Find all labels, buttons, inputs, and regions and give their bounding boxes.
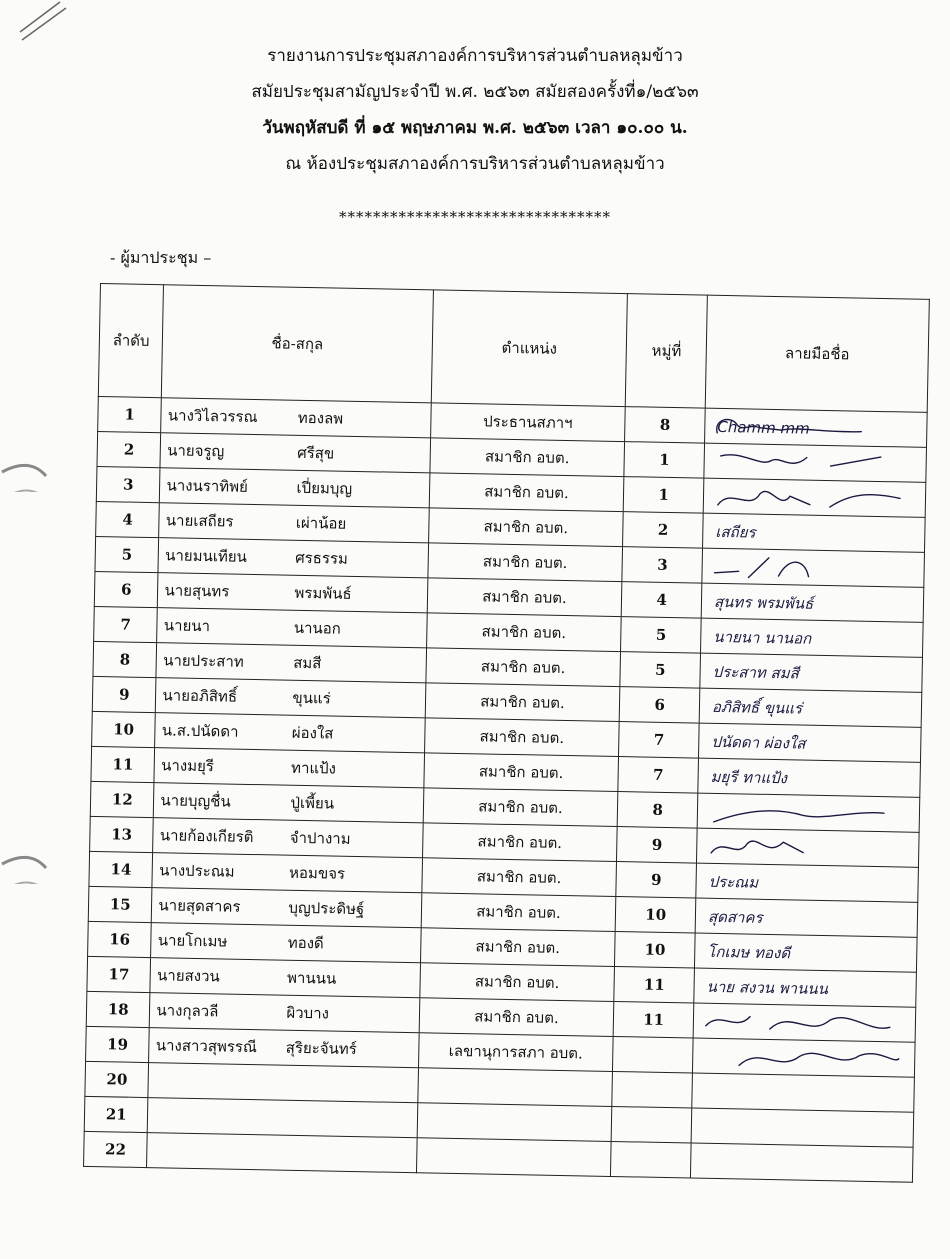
attendee-name [152,853,422,893]
last-name: ทองดี [287,933,324,953]
last-name: ปู่เพี้ยน [290,793,335,813]
last-name: จำปางาม [289,828,351,848]
attendee-name [156,678,426,718]
attendee-name [154,748,424,788]
row-number: 2 [97,431,161,467]
handwritten-signature [698,1111,899,1145]
handwritten-signature [703,831,904,865]
last-name: เผ่าน้อย [295,513,347,533]
handwritten-signature [702,866,903,900]
row-number: 14 [89,851,153,887]
attendee-name [157,608,427,648]
village-cell: 5 [620,652,700,689]
first-name: นายจรูญ [167,441,225,461]
position-cell: สมาชิก อบต. [428,508,623,547]
attendees-label: - ผู้มาประชุม – [110,248,212,267]
first-name: นายมนเทียน [165,546,248,566]
last-name: หอมขจร [288,863,346,883]
last-name: สุริยะจันทร์ [285,1038,357,1059]
row-number: 17 [87,956,151,992]
handwritten-signature [710,481,911,515]
row-number: 4 [96,501,160,537]
position-cell: สมาชิก อบต. [427,578,622,617]
signature-text: อภิสิทธิ์ ขุนแร่ [711,697,803,718]
handwritten-signature [697,1146,898,1180]
row-number: 19 [86,1026,150,1062]
attendee-name [147,1133,417,1173]
first-name: นายบุญชื่น [160,791,231,811]
village-cell: 9 [616,862,696,899]
last-name: ขุนแร่ [292,688,331,708]
attendance-table [83,283,930,1183]
handwritten-signature [704,796,905,830]
attendee-name [158,573,428,613]
position-cell [416,1138,611,1177]
first-name: นายสุดสาคร [158,896,241,916]
signature-cell [692,1038,915,1077]
first-name: นายโกเมษ [157,931,228,951]
attendee-name [149,1028,419,1068]
signature-text: ประสาท สมสี [712,662,799,683]
handwritten-signature [702,901,903,935]
signature-text: นาย สงวน พานนน [706,977,829,999]
handwritten-signature [698,1076,899,1110]
village-cell: 6 [620,687,700,724]
village-cell: 11 [614,967,694,1004]
row-number: 22 [84,1131,148,1167]
position-cell: สมาชิก อบต. [422,823,617,862]
village-cell [611,1106,691,1143]
handwritten-signature [701,936,902,970]
handwritten-signature [708,551,909,585]
handwritten-signature [699,1041,900,1075]
last-name: สมสี [292,653,322,673]
first-name [155,1085,285,1087]
village-cell: 10 [616,897,696,934]
position-cell [417,1103,612,1142]
attendee-name [152,888,422,928]
row-number: 3 [96,466,160,502]
row-number: 15 [88,886,152,922]
handwritten-signature [704,761,905,795]
handwritten-signature [710,446,911,480]
position-cell: สมาชิก อบต. [423,788,618,827]
first-name: นายนา [163,616,211,636]
position-cell: ประธานสภาฯ [430,403,625,442]
document-header [0,38,950,182]
village-cell [613,1036,693,1073]
village-cell: 10 [615,932,695,969]
signature-cell [695,898,918,937]
first-name: นางสาวสุพรรณี [155,1036,258,1057]
signature-text: ประณม [708,872,759,892]
signature-cell [699,723,922,762]
report-title: รายงานการประชุมสภาองค์การบริหารส่วนตำบลหลุมข้าว [267,46,683,66]
handwritten-signature [700,1006,901,1040]
village-cell: 3 [622,547,702,584]
first-name: นางประณม [158,861,235,881]
village-cell: 7 [619,722,699,759]
attendee-name [154,783,424,823]
village-cell: 5 [621,617,701,654]
header-no: ลำดับ [98,284,164,398]
punch-hole-icon [0,452,48,492]
attendee-name [158,538,428,578]
last-name: ผ่องใส [291,723,334,743]
row-number: 12 [90,781,154,817]
village-cell: 2 [623,512,703,549]
first-name: นายประสาท [163,651,244,671]
signature-cell [705,408,928,447]
signature-cell [690,1143,913,1182]
handwritten-signature [707,621,908,655]
position-cell: เลขานุการสภา อบต. [418,1033,613,1072]
first-name: นางวิไลวรรณ [167,406,258,427]
village-cell [612,1071,692,1108]
village-cell: 7 [618,757,698,794]
position-cell: สมาชิก อบต. [424,718,619,757]
row-number: 21 [84,1096,148,1132]
position-cell [417,1068,612,1107]
signature-text: มยุรี ทาแป้ง [710,767,788,788]
last-name: พรมพันธ์ [294,583,352,603]
handwritten-signature [706,656,907,690]
row-number: 5 [95,536,159,572]
row-number: 10 [92,711,156,747]
handwritten-signature [700,971,901,1005]
position-cell: สมาชิก อบต. [419,998,614,1037]
village-cell [611,1141,691,1178]
position-cell: สมาชิก อบต. [421,858,616,897]
signature-text: โกเมษ ทองดี [707,942,791,963]
last-name: เปี่ยมบุญ [296,478,353,498]
position-cell: สมาชิก อบต. [426,613,621,652]
village-cell: 8 [625,407,705,444]
signature-cell [702,548,925,587]
position-cell: สมาชิก อบต. [421,893,616,932]
header-name: ชื่อ-สกุล [162,285,433,403]
attendee-name [160,468,430,508]
signature-text: ปนัดดา ผ่องใส [711,732,806,753]
punch-hole-icon [0,844,48,884]
signature-cell [696,828,919,867]
last-name: ศรีสุข [297,443,335,463]
first-name: นายเสถียร [165,511,234,531]
handwritten-signature [709,516,910,550]
signature-cell [701,583,924,622]
attendee-name [153,818,423,858]
first-name [154,1120,284,1122]
position-cell: สมาชิก อบต. [425,683,620,722]
attendee-name [156,643,426,683]
last-name: พานนน [286,968,337,988]
village-cell: 4 [622,582,702,619]
first-name: นางมยุรี [161,756,215,776]
venue-line: ณ ห้องประชุมสภาองค์การบริหารส่วนตำบลหลุมข้าว [285,154,665,174]
village-cell: 8 [618,792,698,829]
attendee-name [155,713,425,753]
signature-cell [699,688,922,727]
header-position: ตำแหน่ง [431,290,628,407]
signature-text: สุนทร พรมพันธ์ [713,592,814,613]
signature-text: สุดสาคร [707,907,763,927]
village-cell: 1 [624,477,704,514]
signature-cell [703,513,926,552]
attendee-name [160,433,430,473]
position-cell: สมาชิก อบต. [423,753,618,792]
signature-cell [700,653,923,692]
row-number: 11 [91,746,155,782]
position-cell: สมาชิก อบต. [427,543,622,582]
row-number: 6 [94,571,158,607]
signature-text: เสถียร [715,522,756,542]
row-number: 8 [93,641,157,677]
last-name: ทองลพ [297,408,344,428]
session-line: สมัยประชุมสามัญประจำปี พ.ศ. ๒๕๖๓ สมัยสองครั้งที่๑/๒๕๖๓ [251,82,699,102]
row-number: 7 [94,606,158,642]
attendee-name [150,993,420,1033]
signature-cell [691,1108,914,1147]
row-number: 13 [90,816,154,852]
attendee-name [148,1063,418,1103]
signature-text: นายนา นานอก [713,627,812,648]
last-name: ทาแป้ง [290,758,337,778]
attendee-name [151,923,421,963]
village-cell: 11 [613,1002,693,1039]
handwritten-signature [706,691,907,725]
handwritten-signature [705,726,906,760]
row-number: 9 [92,676,156,712]
first-name: นางกุลวลี [156,1001,219,1021]
first-name: นางนราทิพย์ [166,476,249,496]
position-cell: สมาชิก อบต. [429,438,624,477]
last-name: บุญประดิษฐ์ [288,898,365,919]
header-village: หมู่ที่ [626,294,708,409]
signature-cell [703,478,926,517]
signature-cell [692,1073,915,1112]
last-name: ศรธรรม [295,548,349,568]
first-name: นายสงวน [156,966,220,986]
attendee-name [148,1098,418,1138]
first-name [154,1155,284,1157]
signature-cell [694,933,917,972]
last-name: ผิวบาง [286,1003,330,1023]
first-name: น.ส.ปนัดดา [161,721,239,741]
signature-cell [693,1003,916,1042]
village-cell: 9 [617,827,697,864]
position-cell: สมาชิก อบต. [429,473,624,512]
first-name: นายสุนทร [164,581,230,601]
first-name: นายก้องเกียรติ [159,826,254,847]
row-number: 16 [88,921,152,957]
signature-cell [696,863,919,902]
signature-text: Chamm mm [717,417,810,438]
last-name: นานอก [293,618,342,638]
village-cell: 1 [624,442,704,479]
handwritten-signature [711,411,912,445]
attendee-name [161,398,431,438]
position-cell: สมาชิก อบต. [419,963,614,1002]
table-header-row [98,284,929,413]
row-number: 18 [86,991,150,1027]
attendee-name [150,958,420,998]
position-cell: สมาชิก อบต. [420,928,615,967]
signature-cell [697,793,920,832]
attendee-name [159,503,429,543]
first-name: นายอภิสิทธิ์ [162,686,238,706]
signature-cell [704,443,927,482]
separator: ******************************** [339,208,611,226]
signature-cell [701,618,924,657]
position-cell: สมาชิก อบต. [425,648,620,687]
signature-cell [694,968,917,1007]
row-number: 1 [98,396,162,432]
handwritten-signature [708,586,909,620]
row-number: 20 [85,1061,149,1097]
header-signature: ลายมือชื่อ [705,295,929,412]
signature-cell [698,758,921,797]
date-line: วันพฤหัสบดี ที่ ๑๕ พฤษภาคม พ.ศ. ๒๕๖๓ เวลา ๑๐.๐๐ น. [262,118,688,138]
